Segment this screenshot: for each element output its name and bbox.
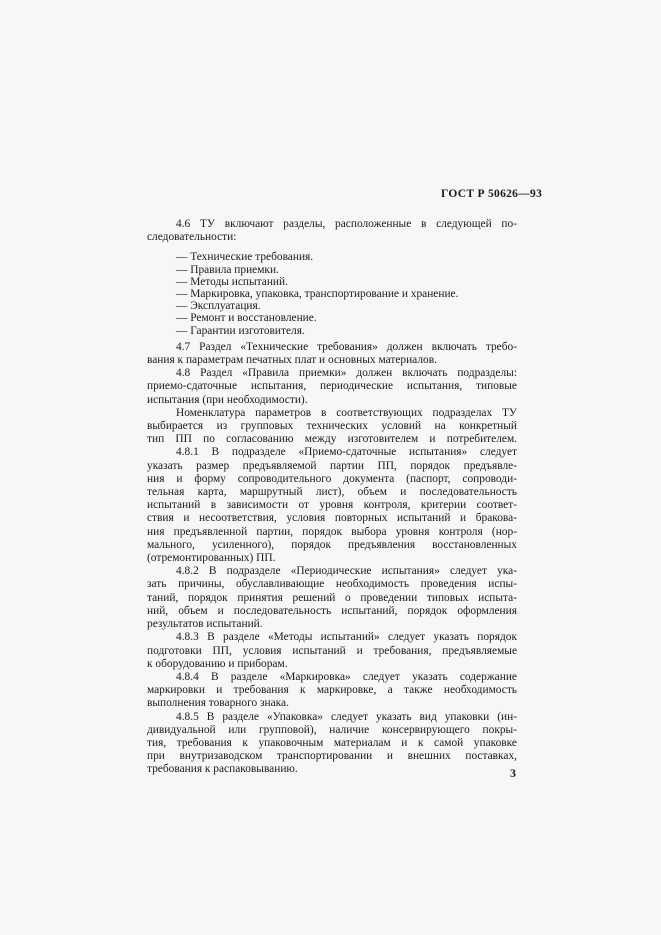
text-line: приемо-сдаточные испытания, периодические испытания, типовые <box>147 380 517 393</box>
list-item: — Маркировка, упаковка, транспортирование и хранение. <box>176 288 459 301</box>
text-line: 4.7 Раздел «Технические требования» должен включать требо- <box>176 340 517 353</box>
paragraph-4-7 <box>147 341 517 367</box>
paragraph-4-8-1 <box>147 446 517 565</box>
text-line: (отремонтированных) ПП. <box>147 552 276 565</box>
list-item: — Ремонт и восстановление. <box>176 312 317 325</box>
text-line: подготовки ПП, условия испытаний и требования, предъявляемые <box>147 644 517 657</box>
text-line: при внутризаводском транспортировании и внешних поставках, <box>147 750 517 763</box>
paragraph-4-8-3 <box>147 631 517 671</box>
text-line: указать размер предъявляемой партии ПП, порядок предъявле- <box>147 459 517 472</box>
text-line: ния предъявленной партии, порядок выбора уровня контроля (нор- <box>147 525 517 538</box>
text-line: таний, порядок принятия решений о проведении типовых испыта- <box>147 591 517 604</box>
list-item: — Методы испытаний. <box>176 275 288 288</box>
text-line: 4.8.3 В разделе «Методы испытаний» следует указать порядок <box>176 631 517 644</box>
text-line: вания к параметрам печатных плат и основных материалов. <box>147 354 437 367</box>
text-line: 4.8.2 В подразделе «Периодические испытания» следует ука- <box>176 565 517 578</box>
text-line: Номенклатура параметров в соответствующих подразделах ТУ <box>176 406 517 419</box>
text-line: испытаний в зависимости от уровня контроля, критерии соответ- <box>147 499 517 512</box>
paragraph-4-8-5 <box>147 711 517 777</box>
paragraph-nomenclature <box>147 407 517 447</box>
text-line: требования к распаковыванию. <box>147 763 298 776</box>
text-line: результатов испытаний. <box>147 618 263 631</box>
text-line: выбирается из групповых технических условий на конкретный <box>147 420 517 433</box>
text-line: 4.6 ТУ включают разделы, расположенные в следующей по- <box>176 218 517 230</box>
list-item: — Гарантии изготовителя. <box>176 324 305 337</box>
text-line: 4.8.5 В разделе «Упаковка» следует указать вид упаковки (ин- <box>176 710 517 723</box>
text-line: ния и форму сопроводительного документа (паспорт, сопроводи- <box>147 472 517 485</box>
text-line: маркировки и требования к маркировке, а также необходимость <box>147 684 517 697</box>
text-line: ствия и несоответствия, условия повторных испытаний и бракова- <box>147 512 517 525</box>
text-line: выполнения товарного знака. <box>147 697 289 710</box>
text-line: испытания (при необходимости). <box>147 393 308 406</box>
text-line: ний, объем и последовательность испытаний, порядок оформления <box>147 604 517 617</box>
text-line: тия, требования к упаковочным материалам и к самой упаковке <box>147 736 517 749</box>
paragraph-4-6 <box>147 218 517 244</box>
text-line: мального, усиленного), порядок предъявления восстановленных <box>147 538 517 551</box>
text-line: тип ПП по согласованию между изготовителем и потребителем. <box>147 433 517 446</box>
sections-list <box>147 251 517 336</box>
text-line: дивидуальной или групповой), наличие консервирующего покры- <box>147 723 517 736</box>
text-line: зать причины, обуславливающие необходимость проведения испы- <box>147 578 517 591</box>
text-line: следовательности: <box>147 231 237 244</box>
text-line: тельная карта, маршрутный лист), объем и последовательность <box>147 486 517 499</box>
text-line: 4.8.4 В разделе «Маркировка» следует указать содержание <box>176 670 517 683</box>
text-line: к оборудованию и приборам. <box>147 657 288 670</box>
list-item: — Правила приемки. <box>176 263 279 276</box>
list-item: — Технические требования. <box>176 251 314 264</box>
paragraph-4-8-4 <box>147 671 517 711</box>
text-line: 4.8 Раздел «Правила приемки» должен включать подразделы: <box>176 367 517 380</box>
document-code-header: ГОСТ Р 50626—93 <box>441 188 543 200</box>
paragraph-4-8-2 <box>147 565 517 631</box>
text-line: 4.8.1 В подразделе «Приемо-сдаточные испытания» следует <box>176 446 517 459</box>
list-item: — Эксплуатация. <box>176 300 261 313</box>
paragraph-4-8 <box>147 367 517 407</box>
page-number: 3 <box>510 766 516 780</box>
document-body <box>147 218 517 777</box>
